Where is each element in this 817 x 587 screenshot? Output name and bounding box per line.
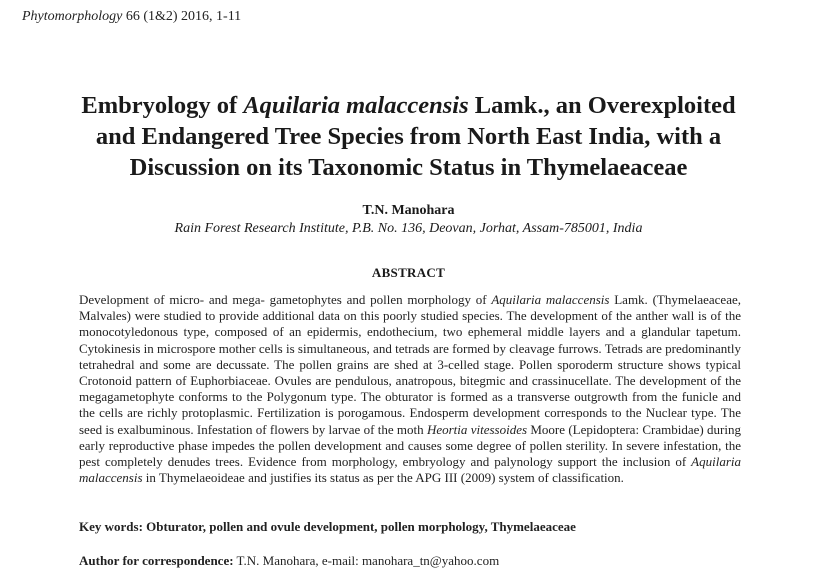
journal-citation bbox=[22, 9, 241, 25]
abstract-text: Moore (Lepidoptera: Crambidae) during early reproductive phase impedes the pollen development and causes some degree of pollen sterility. In severe infestation, the pest completely denudes trees. Evidence from morphology, embryology and palynology support the inclusion of bbox=[79, 421, 741, 470]
abstract-text: Development of micro- and mega- gametophytes and pollen morphology of bbox=[79, 292, 492, 307]
title-line-3: Discussion on its Taxonomic Status in Thymelaeaceae bbox=[129, 154, 688, 181]
species-name: Aquilaria malaccensis bbox=[491, 292, 610, 307]
correspondence-label: Author for correspondence: bbox=[79, 553, 234, 568]
correspondence bbox=[79, 553, 779, 569]
abstract-body bbox=[79, 292, 741, 486]
species-name: Aquilaria malaccensis bbox=[79, 454, 741, 486]
keywords: Key words: Obturator, pollen and ovule development, pollen morphology, Thymelaeaceae bbox=[79, 519, 576, 534]
journal-volume-pages: 66 (1&2) 2016, 1-11 bbox=[122, 9, 242, 24]
title-text: Lamk., an Overexploited bbox=[468, 92, 736, 119]
journal-name: Phytomorphology bbox=[22, 9, 123, 24]
correspondence-details: T.N. Manohara, e-mail: manohara_tn@yahoo.com bbox=[233, 553, 500, 568]
title-species-name: Aquilaria malaccensis bbox=[243, 92, 469, 119]
abstract-heading: ABSTRACT bbox=[371, 265, 446, 280]
author-affiliation: Rain Forest Research Institute, P.B. No. 136, Deovan, Jorhat, Assam-785001, India bbox=[174, 221, 643, 236]
abstract-text: in Thymelaeoideae and justifies its status as per the APG III (2009) system of classification. bbox=[142, 470, 624, 486]
title-text: Embryology of bbox=[81, 92, 244, 119]
species-name: Heortia vitessoides bbox=[426, 421, 528, 437]
paper-title bbox=[20, 90, 797, 183]
author-name: T.N. Manohara bbox=[362, 203, 455, 218]
title-line-2: and Endangered Tree Species from North East India, with a bbox=[95, 123, 722, 150]
title-line-1 bbox=[81, 92, 735, 119]
abstract-text: Lamk. (Thymelaeaceae, Malvales) were studied to provide additional data on this poorly studied species. The development of the anther wall is of the monocotyledonous type, composed of an epidermis, endothecium, two ephemeral middle layers and a glandular tapetum. Cytokinesis in microspore mother cells is simultaneous, and tetrads are formed by cleavage furrows. Tetrads are predominantly tetrahedral and some are decussate. The pollen grains are shed at 3-celled stage. Pollen sporoderm structure shows typical Crotonoid pattern of Euphorbiaceae. Ovules are pendulous, anatropous, bitegmic and crassinucellate. The development of the megagametophyte conforms to the Polygonum type. The obturator is formed as a transverse outgrowth from the funicle and the cells are richly protoplasmic. Fertilization is porogamous. Endosperm development corresponds to the Nuclear type. The seed is exalbuminous. Infestation of flowers by larvae of the moth bbox=[79, 292, 741, 437]
